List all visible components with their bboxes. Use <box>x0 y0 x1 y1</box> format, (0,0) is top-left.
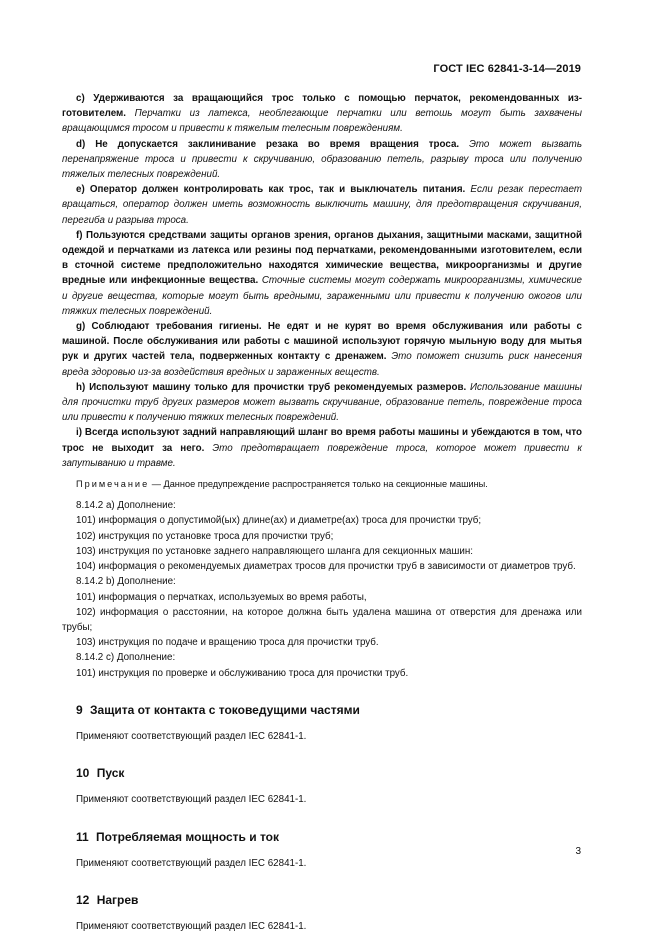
section-heading <box>76 766 582 781</box>
section-title: Пуск <box>96 766 125 781</box>
list-item: 102) информация о расстоянии, на которое должна быть удалена машина от отверстия для дренажа или трубы; <box>62 606 582 633</box>
paragraph-bold-text: c) Удерживаются за вращающийся трос только с помощью перчаток, рекомендованных из-готовителем. <box>62 93 582 120</box>
paragraph-bold-text: h) Используют машину только для прочистки труб рекомендуемых размеров. <box>76 381 467 393</box>
section-11 <box>62 830 582 871</box>
paragraph-italic-text: Это может вызвать перенапряжение троса и привести к скручиванию, образованию петель, разрыву троса или получению тяжелых телесных повреждений. <box>62 138 582 181</box>
paragraph-bold-text: i) Всегда используют задний направляющий шланг во время работы машины и убеждаются в том, что трос не выходит за него. <box>62 427 582 454</box>
paragraph-bold-text: g) Соблюдают требования гигиены. Не едят и не курят во время обслуживания или работы с машиной. После обслуживания или работы с машиной используют горячую мыльную воду для мытья рук и других частей тела, подверженных контакту с дренажем. <box>62 321 582 363</box>
safety-paragraphs <box>62 91 582 471</box>
paragraph-italic-text: Использование машины для прочистки труб других размеров может вызвать скручивание, образование петель, повреждение троса или привести к получению тяжких телесных повреждений. <box>62 381 582 424</box>
list-item: 8.14.2 b) Дополнение: <box>76 576 176 588</box>
section-number: 11 <box>76 829 89 844</box>
section-10 <box>62 766 582 807</box>
section-number: 12 <box>76 892 90 907</box>
document-body <box>62 91 582 934</box>
safety-paragraph <box>62 319 582 380</box>
safety-paragraph <box>62 425 582 471</box>
note <box>62 477 582 492</box>
section-heading <box>76 703 582 718</box>
note-label: Примечание <box>76 479 150 490</box>
safety-paragraph <box>62 380 582 426</box>
safety-paragraph <box>62 137 582 183</box>
list-item: 104) информация о рекомендуемых диаметрах тросов для прочистки труб в зависимости от диаметров труб. <box>76 561 576 573</box>
paragraph-bold-text: e) Оператор должен контролировать как трос, так и выключатель питания. <box>76 184 466 196</box>
page-number: 3 <box>575 846 581 857</box>
safety-paragraph <box>62 228 582 319</box>
safety-paragraph <box>62 91 582 137</box>
section-title: Защита от контакта с токоведущими частями <box>90 702 360 717</box>
section-body: Применяют соответствующий раздел IEC 62841-1. <box>76 794 307 806</box>
section-heading <box>76 830 582 845</box>
paragraph-bold-text: f) Пользуются средствами защиты органов зрения, органов дыхания, защитными масками, защитной одеждой и перчатками из латекса или резины под перчатками, рекомендованными изготовителем, если в сточной системе предположительно находятся химические вещества, микроорганизмы и другие вредные или инфекционные вещества. <box>62 229 582 287</box>
section-12 <box>62 893 582 934</box>
list-item: 102) инструкция по установке троса для прочистки труб; <box>76 530 334 542</box>
paragraph-italic-text: Это поможет снизить риск нанесения вреда здоровью из-за воздействия вредных и зараженных веществ. <box>62 351 582 378</box>
list-item: 8.14.2 c) Дополнение: <box>76 652 176 664</box>
list-item: 8.14.2 a) Дополнение: <box>76 500 176 512</box>
section-9 <box>62 703 582 744</box>
addendum-list <box>62 498 582 680</box>
paragraph-italic-text: Перчатки из латекса, необлегающие перчатки или ветошь могут быть захвачены вращающимся тросом и привести к тяжелым телесным повреждениям. <box>62 108 582 135</box>
section-body: Применяют соответствующий раздел IEC 62841-1. <box>76 857 307 869</box>
section-body: Применяют соответствующий раздел IEC 62841-1. <box>76 921 307 933</box>
paragraph-italic-text: Сточные системы могут содержать микроорганизмы, химические и другие вещества, которые могут быть вредными, зараженными или привести к получению ожогов или тяжких телесных повреждений. <box>62 275 582 317</box>
list-item: 103) инструкция по установке заднего направляющего шланга для секционных машин: <box>76 545 473 557</box>
section-title: Нагрев <box>96 892 139 907</box>
section-heading <box>76 893 582 908</box>
list-item: 101) информация о перчатках, используемых во время работы, <box>76 591 367 603</box>
paragraph-italic-text: Это предотвращает повреждение троса, которое может привести к запутыванию и травме. <box>62 442 582 469</box>
note-text: — Данное предупреждение распространяется только на секционные машины. <box>149 479 488 490</box>
section-body: Применяют соответствующий раздел IEC 62841-1. <box>76 730 307 742</box>
section-title: Потребляемая мощность и ток <box>96 829 280 844</box>
paragraph-bold-text: d) Не допускается заклинивание резака во время вращения троса. <box>76 138 460 150</box>
list-item: 103) инструкция по подаче и вращению троса для прочистки труб. <box>76 637 379 649</box>
safety-paragraph <box>62 182 582 228</box>
section-number: 9 <box>76 702 83 717</box>
paragraph-italic-text: Если резак перестает вращаться, оператор должен иметь возможность выключить машину, для предотвращения скручивания, перегиба и разрыва троса. <box>62 184 582 226</box>
list-item: 101) инструкция по проверке и обслуживанию троса для прочистки труб. <box>76 667 409 679</box>
document-header: ГОСТ IEC 62841-3-14—2019 <box>433 63 581 75</box>
list-item: 101) информация о допустимой(ых) длине(ах) и диаметре(ах) троса для прочистки труб; <box>76 515 482 527</box>
section-number: 10 <box>76 766 90 781</box>
